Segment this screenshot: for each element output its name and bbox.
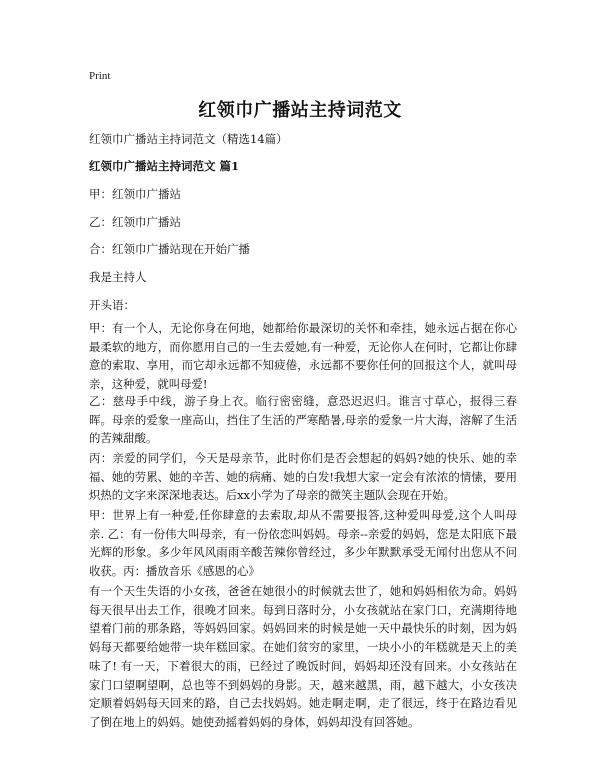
script-line: 合：红领巾广播站现在开始广播 bbox=[89, 242, 250, 256]
script-line: 乙：红领巾广播站 bbox=[89, 215, 181, 229]
paragraph: 甲：有一个人，无论你身在何地，她都给你最深切的关怀和牵挂，她永远占据在你心最柔软的地方，而你愿用自己的一生去爱她,有一种爱，无论你人在何时，它都让你肆意的索取、享用，而它却永远都不知疲倦，永远都不要你任何的回报这个人，就叫母亲，这种爱，就叫母爱! bbox=[89, 321, 517, 392]
print-label: Print bbox=[89, 70, 111, 82]
script-line: 甲：红领巾广播站 bbox=[89, 187, 181, 201]
paragraph: 丙：亲爱的同学们，今天是母亲节，此时你们是否会想起的妈妈?她的快乐、她的幸福、她的劳累、她的辛苦、她的病痛、她的白发!我想大家一定会有浓浓的情愫，要用炽热的文字来深深地表达。后xx小学为了母亲的微笑主题队会现在开始。 bbox=[89, 451, 517, 503]
section-heading: 红领巾广播站主持词范文 篇1 bbox=[89, 159, 240, 173]
document-title: 红领巾广播站主持词范文 bbox=[198, 100, 402, 121]
script-line: 开头语： bbox=[89, 298, 135, 312]
paragraph: 有一个天生失语的小女孩，爸爸在她很小的时候就去世了，她和妈妈相依为命。妈妈每天很早出去工作，很晚才回来。每到日落时分，小女孩就站在家门口，充满期待地望着门前的那条路，等妈妈回家。妈妈回来的时候是她一天中最快乐的时刻，因为妈妈每天都要给她带一块年糕回家。在她们贫穷的家里，一块小小的年糕就是天上的美味了! 有一天，下着很大的雨，已经过了晚饭时间，妈妈却还没有回来。小女孩站在家门口望啊望啊，总也等不到妈妈的身影。天，越来越黑，雨，越下越大，小女孩决定顺着妈妈每天回来的路，自己去找妈妈。她走啊走啊，走了很远，终于在路边看见了倒在地上的妈妈。她使劲摇着妈妈的身体，妈妈却没有回答她。 bbox=[89, 584, 517, 729]
document-subtitle: 红领巾广播站主持词范文（精选14篇） bbox=[89, 132, 288, 146]
script-line: 我是主持人 bbox=[89, 270, 147, 284]
paragraph: 乙：慈母手中线，游子身上衣。临行密密缝，意恐迟迟归。谁言寸草心，报得三春晖。母亲的爱象一座高山，挡住了生活的严寒酷暑,母亲的爱象一片大海，溶解了生活的苦辣甜酸。 bbox=[89, 394, 517, 446]
paragraph: 甲：世界上有一种爱,任你肆意的去索取,却从不需要报答,这种爱叫母爱,这个人叫母亲. 乙：有一份伟大叫母亲，有一份依恋叫妈妈。母亲--亲爱的妈妈，您是太阳底下最光辉的形象。多少年风风雨雨辛酸苦辣你曾经过，多少年默默承受无闻付出您从不问收获。丙：播放音乐《感恩的心》 bbox=[89, 508, 517, 579]
